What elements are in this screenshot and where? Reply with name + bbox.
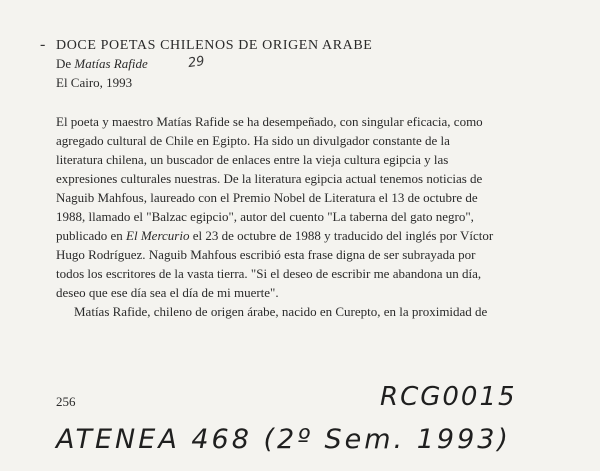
text-line: Naguib Mahfous, laureado con el Premio Nobel de Literatura el 13 de octubre de bbox=[56, 190, 478, 205]
page-title: DOCE POETAS CHILENOS DE ORIGEN ARABE bbox=[56, 38, 373, 53]
article-body bbox=[56, 112, 556, 321]
paragraph-2 bbox=[56, 302, 556, 321]
author-name: Matías Rafide bbox=[74, 56, 148, 71]
page-number: 256 bbox=[56, 394, 76, 409]
handwritten-catalog-code: RCG0015 bbox=[380, 382, 517, 412]
text-line: Hugo Rodríguez. Naguib Mahfous escribió esta frase digna de ser subrayada por bbox=[56, 247, 476, 262]
text-line: todos los escritores de la vasta tierra. "Si el deseo de escribir me abandona un día, bbox=[56, 266, 482, 281]
author-line bbox=[56, 56, 148, 72]
author-prefix: De bbox=[56, 56, 72, 71]
paragraph-1 bbox=[56, 112, 556, 302]
text-line: agregado cultural de Chile en Egipto. Ha sido un divulgador constante de la bbox=[56, 133, 450, 148]
handwritten-source-note: ATENEA 468 (2º Sem. 1993) bbox=[56, 424, 511, 455]
text-line: Matías Rafide, chileno de origen árabe, nacido en Curepto, en la proximidad de bbox=[74, 304, 488, 319]
text-line: deseo que ese día sea el día de mi muerte". bbox=[56, 285, 279, 300]
margin-mark: - bbox=[40, 36, 46, 53]
text-line: publicado en El Mercurio el 23 de octubre de 1988 y traducido del inglés por Víctor bbox=[56, 228, 494, 243]
text-line: expresiones culturales nuestras. De la literatura egipcia actual tenemos noticias de bbox=[56, 171, 483, 186]
handwritten-note: 29 bbox=[187, 53, 206, 72]
place-year: El Cairo, 1993 bbox=[56, 75, 133, 90]
text-line: 1988, llamado el "Balzac egipcio", autor del cuento "La taberna del gato negro", bbox=[56, 209, 474, 224]
text-line: literatura chilena, un buscador de enlaces entre la vieja cultura egipcia y las bbox=[56, 152, 449, 167]
text-line: El poeta y maestro Matías Rafide se ha desempeñado, con singular eficacia, como bbox=[56, 114, 483, 129]
newspaper-title: El Mercurio bbox=[126, 228, 190, 243]
